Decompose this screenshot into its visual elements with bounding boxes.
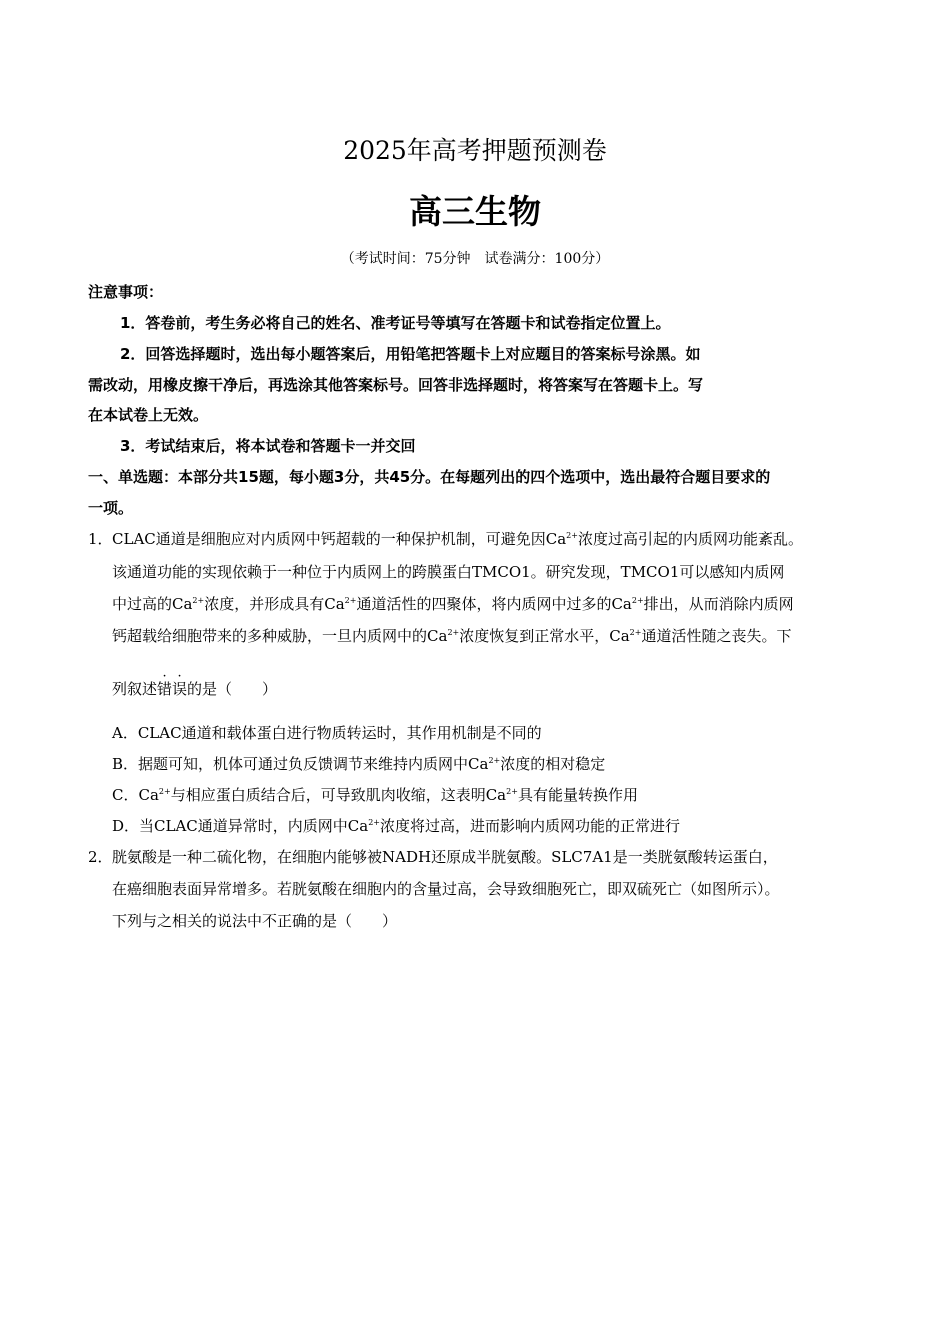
superscript: 2+ — [566, 531, 578, 540]
question-1-line-3 — [112, 594, 794, 614]
q1-text: 通道活性的四聚体，将内质网中过多的Ca — [356, 595, 632, 613]
emphasized-char: · 错 — [157, 669, 173, 698]
notice-heading: 注意事项： — [88, 283, 164, 301]
superscript: 2+ — [368, 818, 380, 827]
question-1-line-4 — [112, 626, 791, 646]
q1-text: 的是（ ） — [187, 680, 278, 698]
superscript: 2+ — [344, 596, 357, 605]
emphasis-dot: · — [177, 669, 182, 684]
superscript: 2+ — [158, 787, 171, 796]
question-2-number: 2． — [88, 848, 113, 866]
exam-info: （考试时间：75分钟 试卷满分：100分） — [340, 251, 610, 267]
q1-text: 钙超载给细胞带来的多种威胁，一旦内质网中的Ca — [112, 627, 448, 645]
notice-item-1: 1．答卷前，考生务必将自己的姓名、准考证号等填写在答题卡和试卷指定位置上。 — [120, 314, 671, 332]
q1-text: 排出，从而消除内质网 — [643, 595, 794, 613]
question-1-number: 1． — [88, 530, 113, 548]
question-1-option-c: C．$Ca^{2+}$与相应蛋白质结合后，可导致肌肉收缩，这表明$Ca^{2+}$具有能量转换作用 — [112, 786, 638, 804]
q1-text: 中过高的Ca — [112, 595, 193, 613]
q1-text: 通道活性随之丧失。下 — [641, 627, 792, 645]
question-1-line-5 — [112, 669, 278, 699]
exam-title: 2025年高考押题预测卷 — [343, 136, 607, 165]
question-1-option-b: B．据题可知，机体可通过负反馈调节来维持内质网中$Ca^{2+}$浓度的相对稳定 — [112, 755, 606, 773]
notice-item-2-line-2: 需改动，用橡皮擦干净后，再选涂其他答案标号。回答非选择题时，将答案写在答题卡上。写 — [88, 376, 704, 394]
section-1-line-1: 一、单选题：本部分共15题，每小题3分，共45分。在每题列出的四个选项中，选出最符合题目要求的 — [88, 468, 771, 486]
q1-text: 浓度恢复到正常水平，Ca — [459, 627, 630, 645]
emphasized-char: · 误 — [172, 669, 188, 698]
superscript: 2+ — [192, 596, 205, 605]
superscript: 2+ — [488, 756, 501, 765]
notice-item-2-line-1: 2．回答选择题时，选出每小题答案后，用铅笔把答题卡上对应题目的答案标号涂黑。如 — [120, 345, 701, 363]
question-1-option-d: D．当CLAC通道异常时，内质网中$Ca^{2+}$浓度将过高，进而影响内质网功能的正常进行 — [112, 817, 681, 835]
superscript: 2+ — [447, 628, 460, 637]
q1-text: CLAC通道是细胞应对内质网中钙超载的一种保护机制，可避免因Ca — [112, 530, 567, 548]
section-1-line-2: 一项。 — [88, 499, 134, 517]
emphasis-dot: · — [162, 669, 167, 684]
question-1-option-a: A．CLAC通道和载体蛋白进行物质转运时，其作用机制是不同的 — [112, 724, 542, 742]
superscript: 2+ — [629, 628, 642, 637]
q1-text: 浓度过高引起的内质网功能紊乱。 — [577, 530, 803, 548]
question-1-line-2: 该通道功能的实现依赖于一种位于内质网上的跨膜蛋白TMCO1。研究发现，TMCO1可以感知内质网 — [112, 563, 785, 581]
superscript: 2+ — [631, 596, 644, 605]
notice-item-3: 3．考试结束后，将本试卷和答题卡一并交回 — [120, 437, 416, 455]
question-2-line-3: 下列与之相关的说法中不正确的是（ ） — [112, 912, 398, 930]
q1-text: 列叙述 — [112, 680, 158, 698]
question-2-line-2: 在癌细胞表面异常增多。若胱氨酸在细胞内的含量过高，会导致细胞死亡，即双硫死亡（如图所示）。 — [112, 880, 780, 898]
subject-title: 高三生物 — [409, 192, 541, 231]
notice-item-2-line-3: 在本试卷上无效。 — [88, 406, 209, 424]
q1-text: 浓度，并形成具有Ca — [204, 595, 345, 613]
superscript: 2+ — [506, 787, 518, 796]
question-1-line-1 — [112, 529, 803, 549]
question-2-line-1: 胱氨酸是一种二硫化物，在细胞内能够被NADH还原成半胱氨酸。SLC7A1是一类胱氨酸转运蛋白， — [112, 848, 778, 866]
